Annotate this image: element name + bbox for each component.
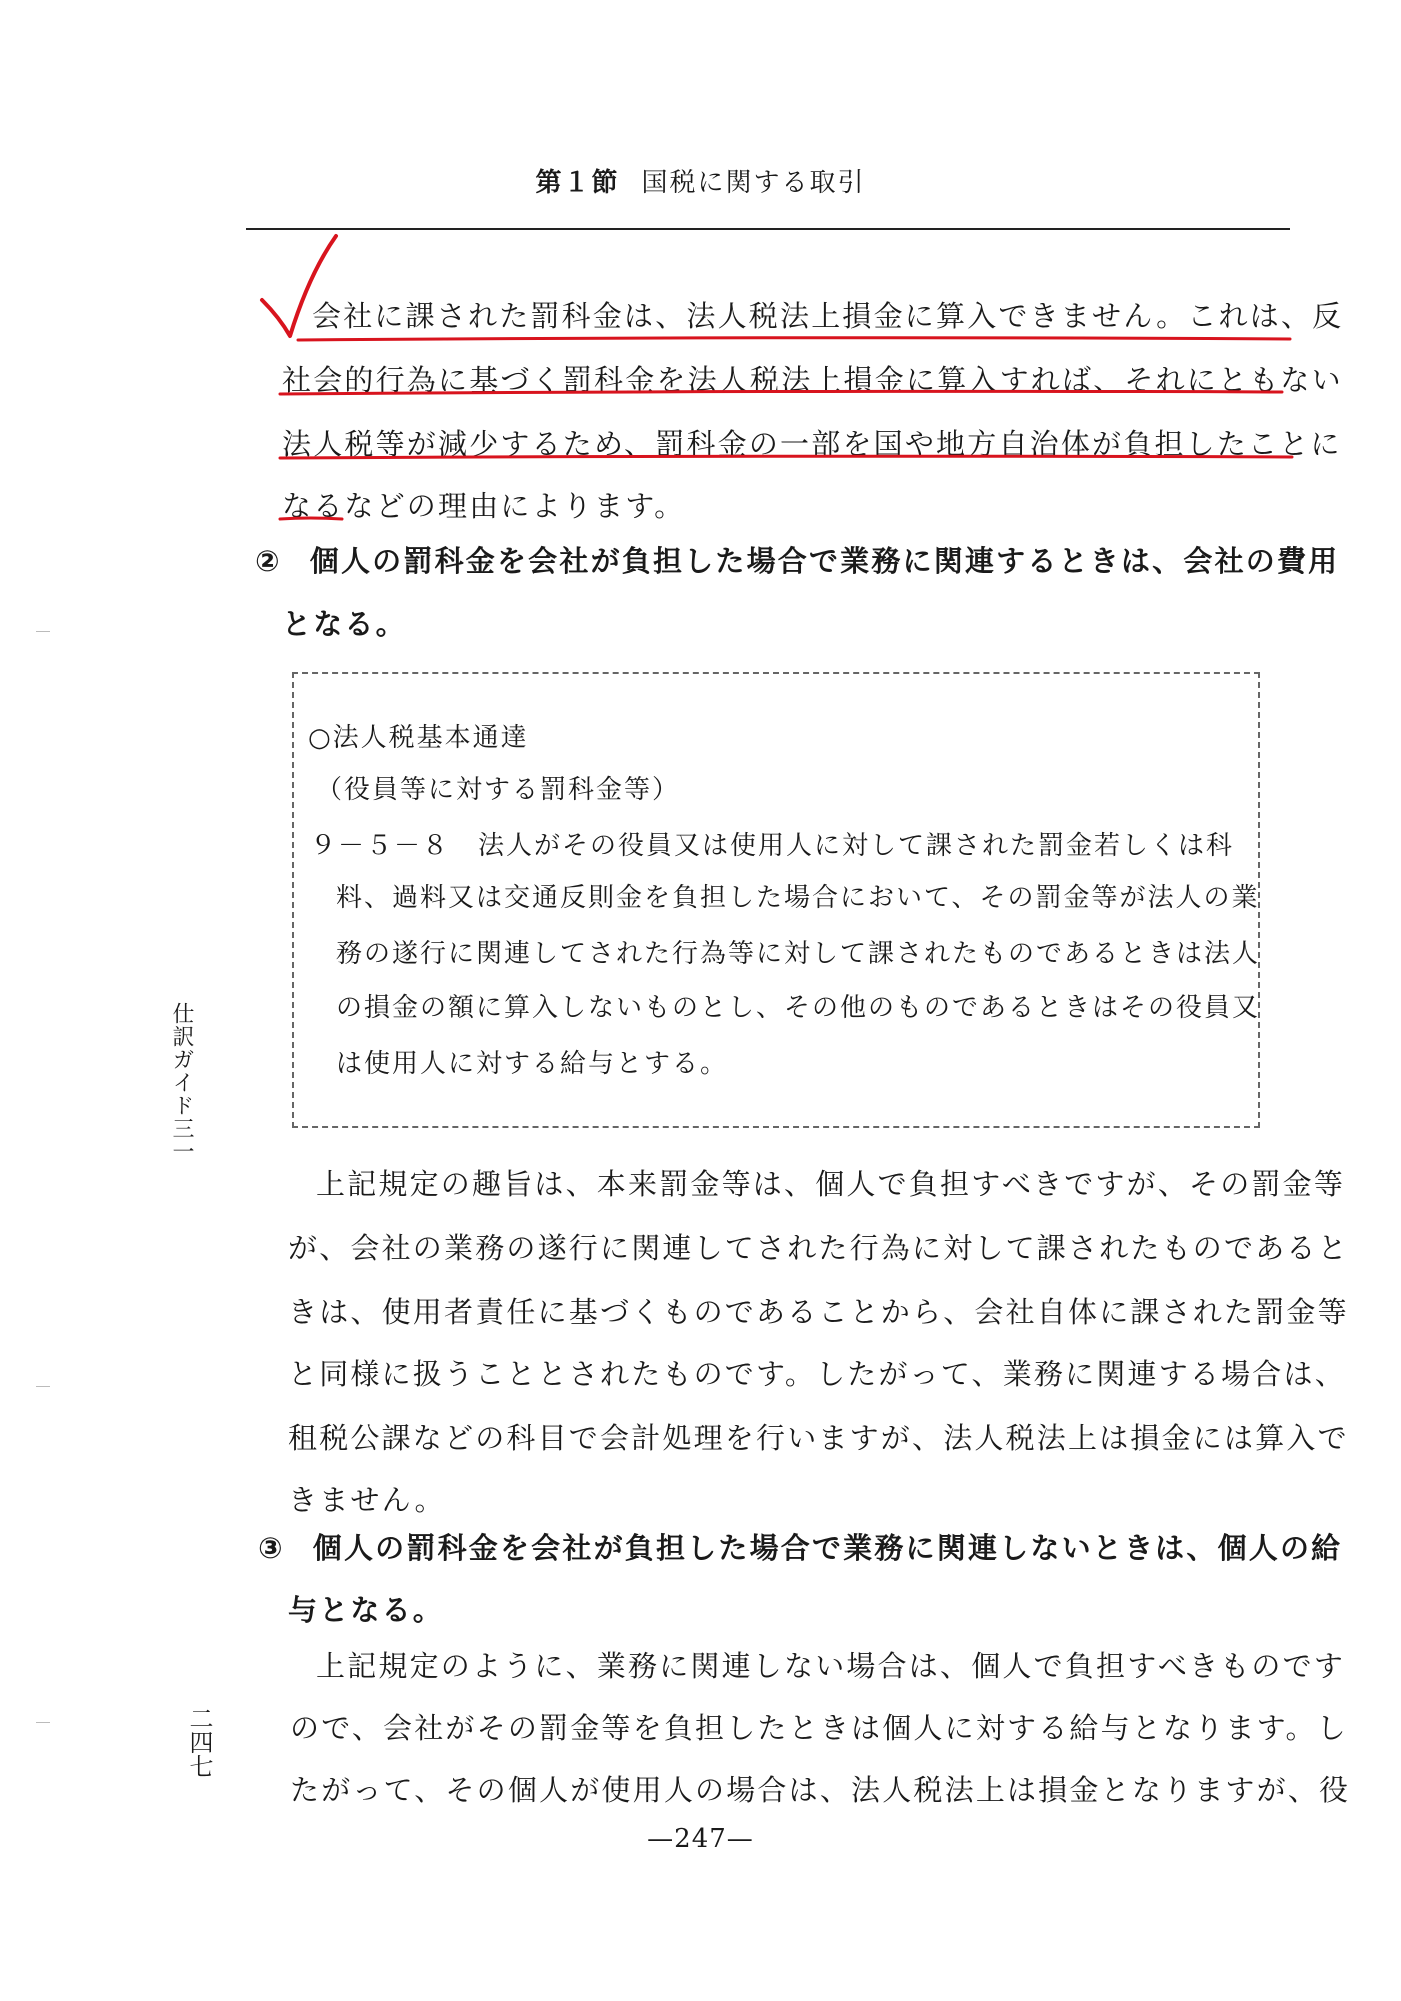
intro-line-4: なるなどの理由によります。 [282, 489, 686, 523]
item2-heading-text-1: 個人の罰科金を会社が負担した場合で業務に関連するときは、会社の費用 [309, 544, 1340, 578]
quote-line-5: は使用人に対する給与とする。 [336, 1049, 729, 1079]
explanation-line-4: と同様に扱うこととされたものです。したがって、業務に関連する場合は、 [288, 1357, 1346, 1391]
red-underline-3 [280, 456, 1292, 458]
explanation-line-1: 上記規定の趣旨は、本来罰金等は、個人で負担すべきですが、その罰金等 [316, 1167, 1346, 1201]
explanation-line-5: 租税公課などの科目で会計処理を行いますが、法人税法上は損金には算入で [288, 1421, 1349, 1455]
explanation-line-6: きません。 [288, 1483, 446, 1517]
quote-line-3: 務の遂行に関連してされた行為等に対して課されたものであるときは法人 [336, 939, 1261, 969]
quote-article-text-1: 法人がその役員又は使用人に対して課された罰金若しくは科 [478, 831, 1235, 861]
red-underline-1 [298, 338, 1290, 340]
intro-line-3: 法人税等が減少するため、罰科金の一部を国や地方自治体が負担したことに [282, 427, 1342, 461]
explanation-line-2: が、会社の業務の遂行に関連してされた行為に対して課されたものであると [288, 1231, 1349, 1265]
red-underline-4 [280, 518, 342, 519]
quote-article-number: ９－５－８ [310, 831, 451, 861]
item2-marker: ② [255, 544, 282, 578]
closing-line-3: たがって、その個人が使用人の場合は、法人税法上は損金となりますが、役 [290, 1773, 1351, 1807]
item2-heading-line-2: となる。 [282, 607, 407, 641]
explanation-line-3: きは、使用者責任に基づくものであることから、会社自体に課された罰金等 [288, 1295, 1349, 1329]
intro-line-1: 会社に課された罰科金は、法人税法上損金に算入できません。これは、反 [312, 299, 1344, 333]
item3-marker: ③ [258, 1531, 285, 1565]
red-underline-2 [280, 391, 1282, 394]
item3-heading-line-2: 与となる。 [288, 1593, 445, 1627]
intro-line-2: 社会的行為に基づく罰科金を法人税法上損金に算入すれば、それにともない [282, 363, 1343, 397]
page-number: —247— [647, 1824, 754, 1854]
quote-subtitle: （役員等に対する罰科金等） [316, 775, 681, 805]
quote-line-2: 料、過料又は交通反則金を負担した場合において、その罰金等が法人の業 [336, 883, 1260, 913]
margin-book-title: 仕訳ガイド三一 [169, 1002, 194, 1163]
section-number: 第１節 [535, 168, 620, 198]
quote-line-4: の損金の額に算入しないものとし、その他のものであるときはその役員又 [336, 993, 1261, 1023]
margin-page-kanji: 二四七 [185, 1706, 213, 1778]
red-checkmark-icon [262, 236, 336, 336]
section-title: 国税に関する取引 [641, 168, 866, 198]
quote-title: ○法人税基本通達 [308, 723, 529, 753]
closing-line-2: ので、会社がその罰金等を負担したときは個人に対する給与となります。し [290, 1711, 1348, 1745]
closing-line-1: 上記規定のように、業務に関連しない場合は、個人で負担すべきものです [316, 1649, 1346, 1683]
item3-heading-text-1: 個人の罰科金を会社が負担した場合で業務に関連しないときは、個人の給 [312, 1531, 1343, 1565]
